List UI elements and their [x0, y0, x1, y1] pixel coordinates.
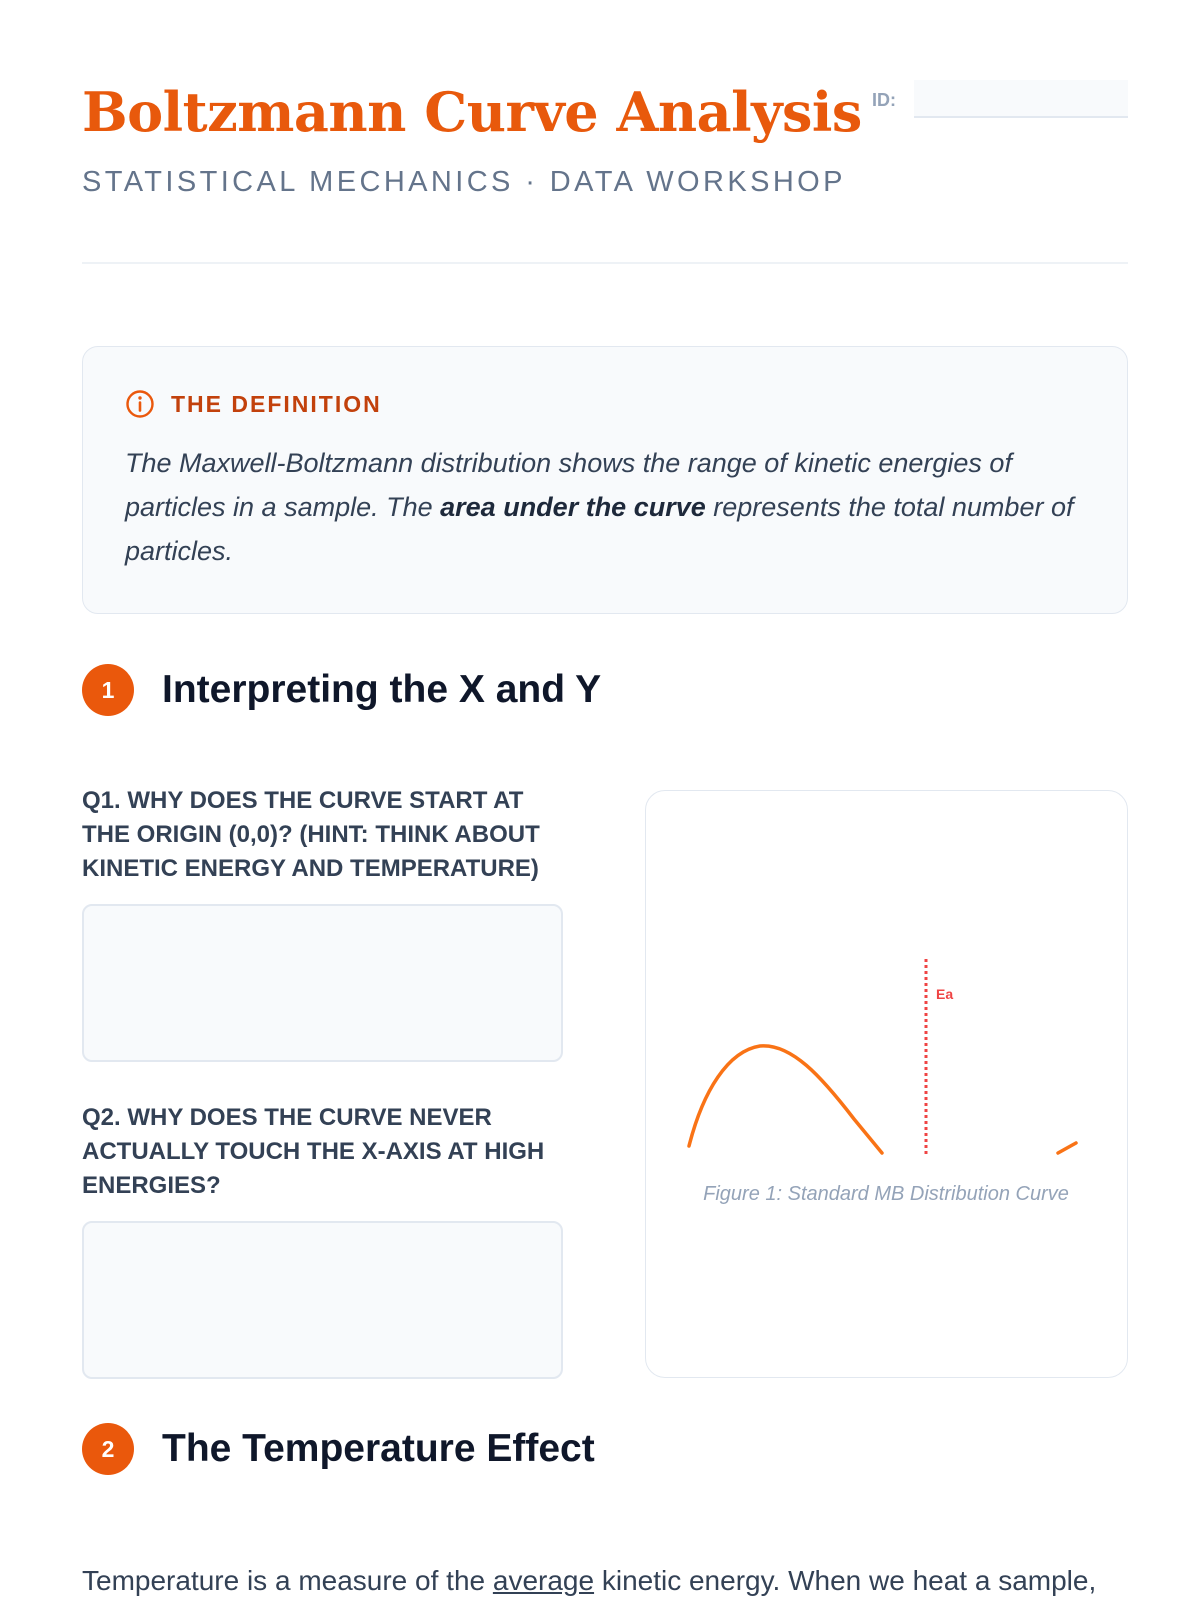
figure-caption: Figure 1: Standard MB Distribution Curve	[703, 1183, 1069, 1205]
section-2-text-end: kinetic energy. When we heat a sample,	[594, 1565, 1097, 1596]
section-2-number-badge: 2	[82, 1423, 134, 1475]
section-1-number-badge: 1	[82, 664, 134, 716]
definition-text	[125, 441, 1095, 573]
figure-card	[645, 790, 1128, 1378]
id-label: ID:	[872, 90, 896, 110]
section-1-header	[82, 664, 601, 716]
activation-energy-label: Ea	[936, 986, 954, 1002]
definition-text-end: represents the total number of particles.	[125, 492, 1074, 566]
question-1-label: Q1. WHY DOES THE CURVE START AT THE ORIGIN (0,0)? (HINT: THINK ABOUT KINETIC ENERGY AND TEMPERATURE)	[82, 787, 540, 882]
question-2-label: Q2. WHY DOES THE CURVE NEVER ACTUALLY TOUCH THE X-AXIS AT HIGH ENERGIES?	[82, 1104, 545, 1199]
section-2-header	[82, 1423, 595, 1475]
header-divider	[82, 262, 1128, 264]
section-2-title: The Temperature Effect	[162, 1427, 595, 1470]
question-2-answer-input[interactable]	[82, 1221, 563, 1379]
section-2-text-start: Temperature is a measure of the	[82, 1565, 493, 1596]
definition-text-start: The Maxwell-Boltzmann distribution shows the range of kinetic energies of particles in a sample. The	[125, 448, 1012, 522]
definition-emphasis: area under the curve	[440, 492, 706, 522]
page-title: Boltzmann Curve Analysis	[82, 80, 862, 144]
definition-card	[82, 346, 1128, 614]
distribution-curve	[689, 1046, 882, 1153]
page-subtitle: STATISTICAL MECHANICS · DATA WORKSHOP	[82, 166, 846, 198]
definition-header	[125, 389, 382, 419]
question-1-answer-input[interactable]	[82, 904, 563, 1062]
section-1-title: Interpreting the X and Y	[162, 668, 602, 711]
definition-label: THE DEFINITION	[171, 390, 382, 417]
distribution-curve-tail	[1058, 1143, 1076, 1153]
info-icon	[125, 389, 155, 419]
section-2-body-text	[82, 1565, 1128, 1597]
id-input[interactable]	[914, 80, 1128, 118]
section-2-underlined-word: average	[492, 1565, 595, 1596]
distribution-figure	[646, 791, 1126, 1171]
